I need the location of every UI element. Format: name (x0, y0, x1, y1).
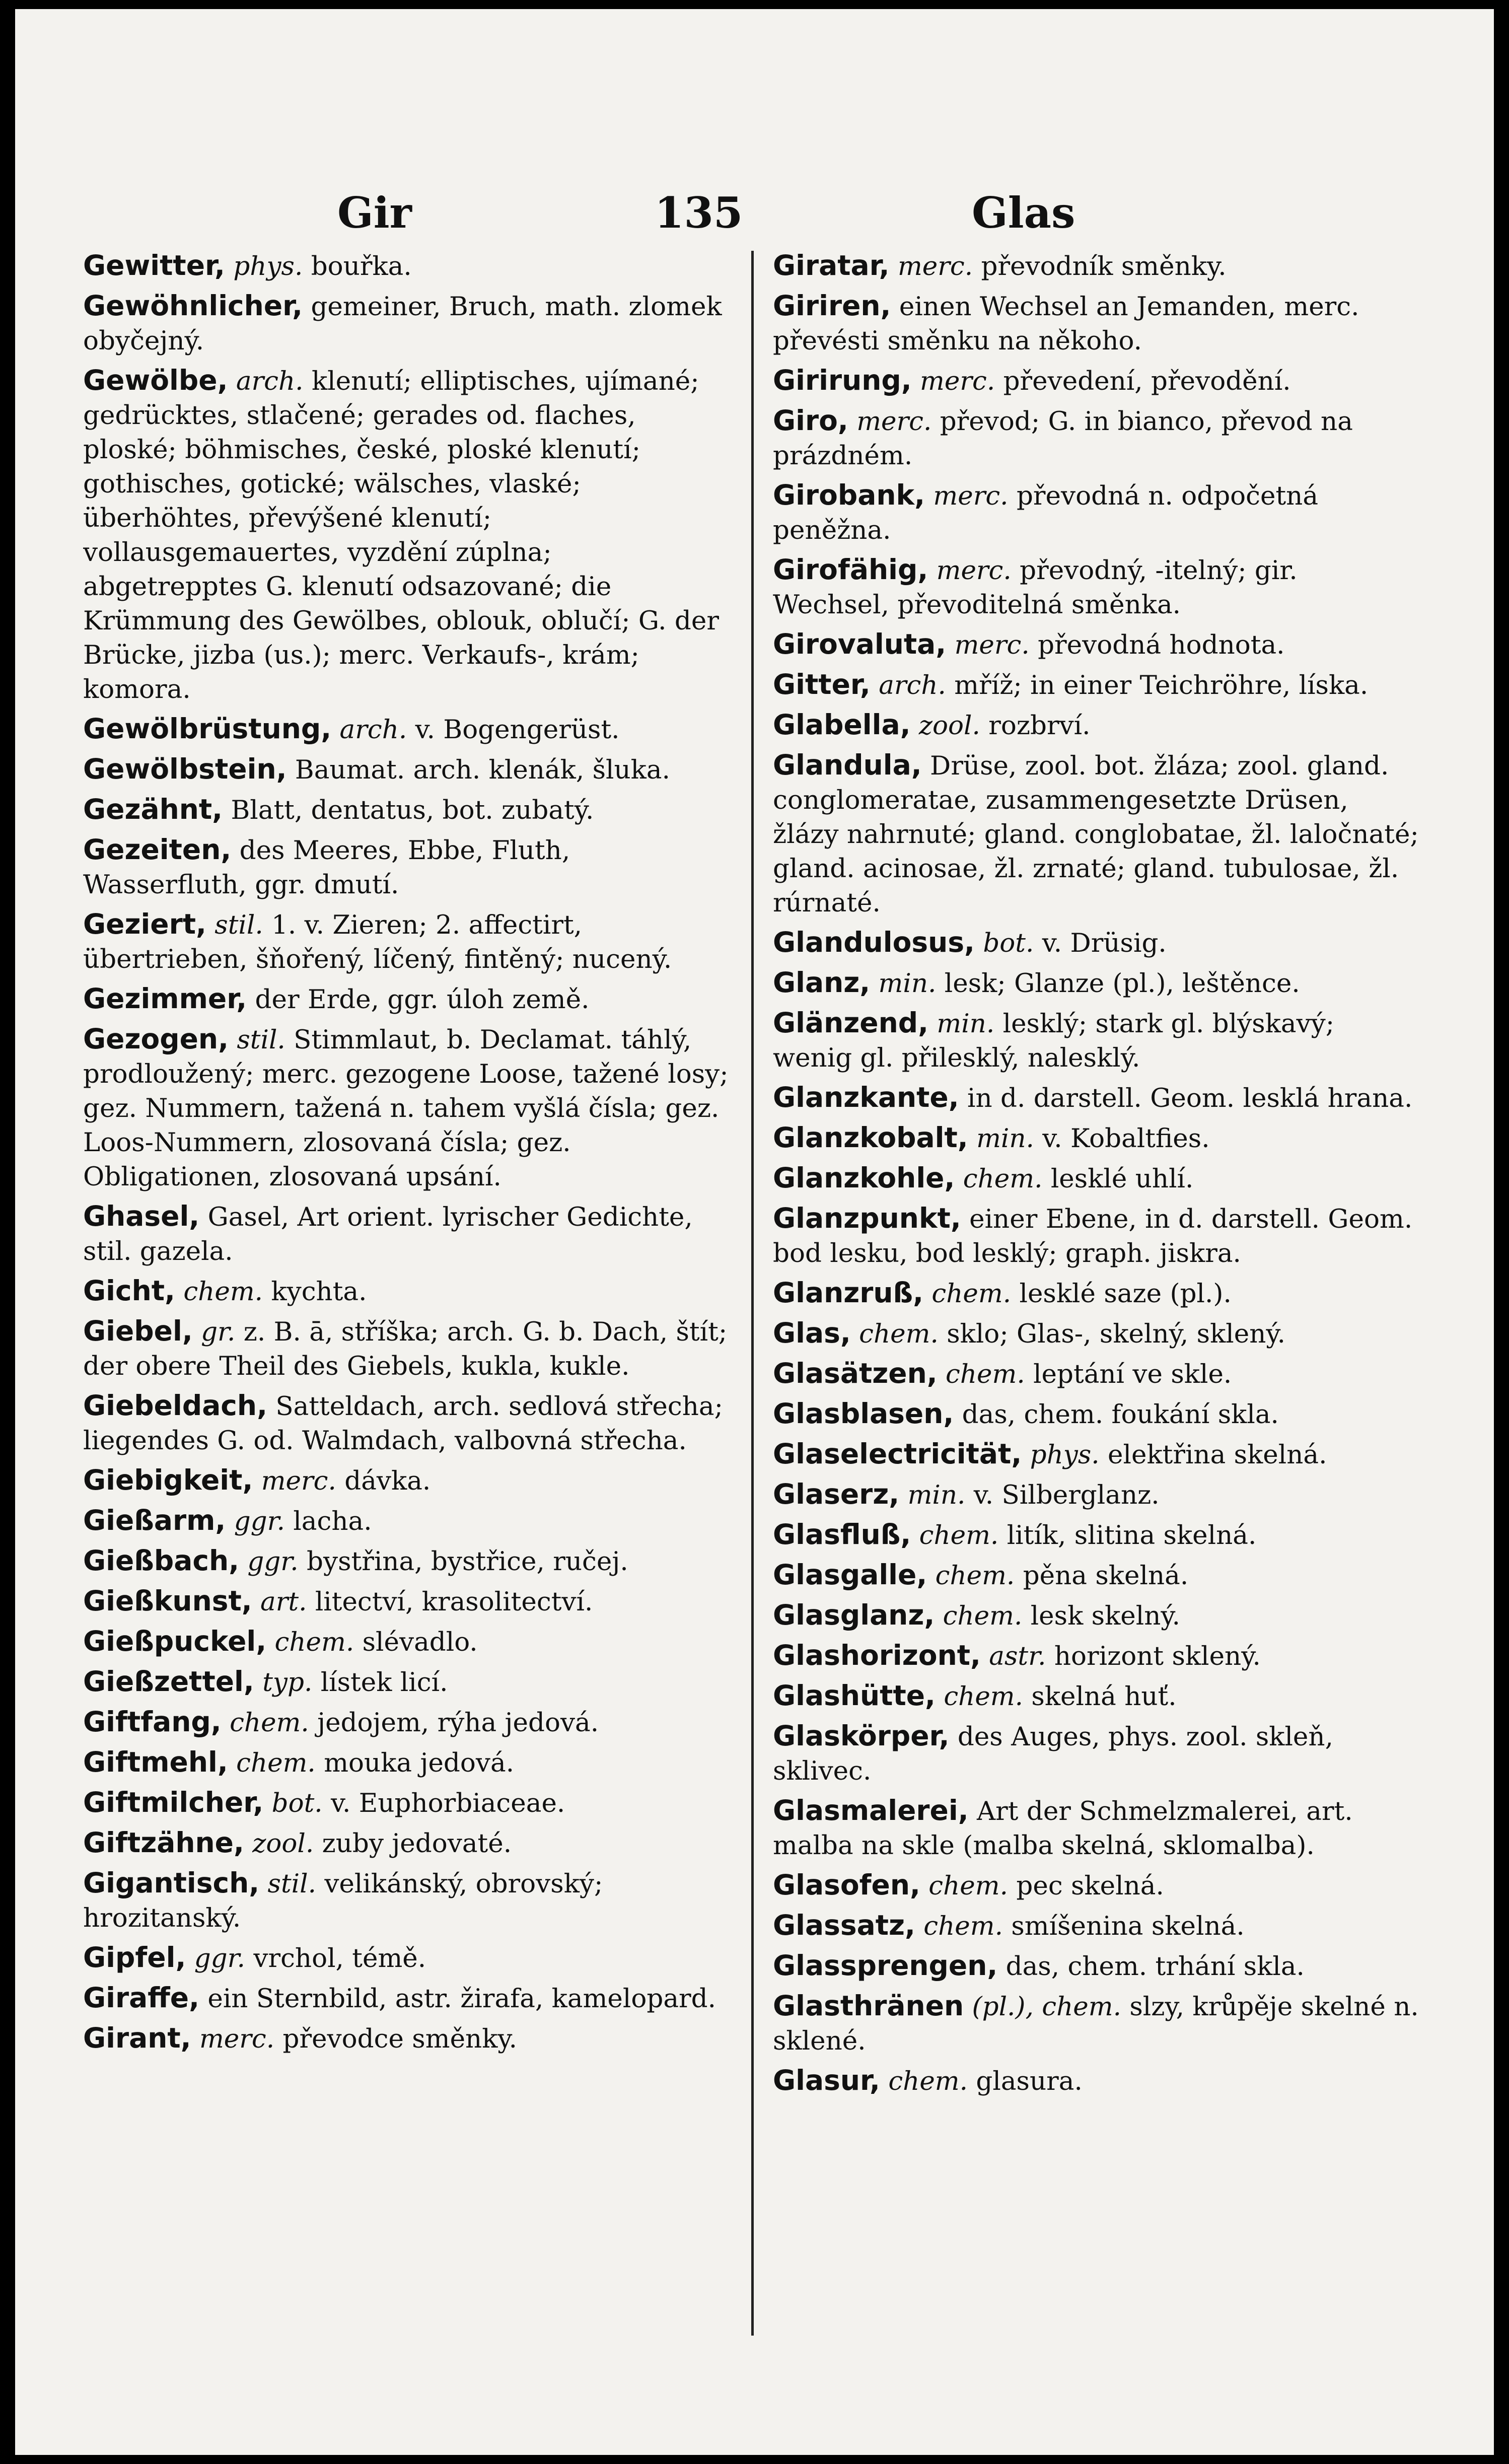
entry-definition: glasura. (976, 2066, 1083, 2096)
entry-headword: Glaselectricität, (773, 1438, 1022, 1470)
entry-headword: Glanz, (773, 966, 871, 999)
dictionary-entry (83, 907, 730, 976)
dictionary-entry (773, 1276, 1420, 1311)
entry-headword: Girovaluta, (773, 628, 947, 660)
entry-label: (pl.), chem. (972, 1992, 1121, 2022)
entry-headword: Glaskörper, (773, 1720, 950, 1752)
entry-label: ggr. (194, 1943, 245, 1974)
entry-headword: Giftfang, (83, 1706, 222, 1738)
entry-label: zool. (252, 1828, 314, 1859)
entry-definition: velikánský, obrovský; hrozitanský. (83, 1869, 603, 1933)
entry-definition: Drüse, zool. bot. žláza; zool. gland. conglomeratae, zusammengesetzte Drüsen, žlázy nahrnuté; gland. conglobatae, žl. laločnaté; gland. acinosae, žl. zrnaté; gland. tubulosae, žl. rúrnaté. (773, 751, 1419, 918)
dictionary-entry (83, 1388, 730, 1458)
entry-label: merc. (954, 630, 1030, 660)
entry-label: merc. (920, 366, 995, 396)
entry-headword: Gezeiten, (83, 833, 232, 866)
entry-headword: Glasfluß, (773, 1518, 911, 1551)
dictionary-entry (773, 1793, 1420, 1863)
entry-definition: einen Wechsel an Jemanden, merc. převésti směnku na někoho. (773, 292, 1359, 356)
dictionary-entry (773, 748, 1420, 920)
entry-headword: Gezimmer, (83, 982, 247, 1015)
dictionary-entry (773, 1989, 1420, 2058)
entry-headword: Girirung, (773, 364, 912, 396)
entry-headword: Gewölbrüstung, (83, 713, 332, 745)
dictionary-entry (773, 1201, 1420, 1271)
entry-headword: Gewitter, (83, 249, 225, 281)
column-divider (751, 251, 754, 2336)
dictionary-entry (773, 289, 1420, 358)
entry-headword: Geziert, (83, 908, 206, 940)
dictionary-entry (773, 1558, 1420, 1593)
entry-headword: Gießarm, (83, 1504, 226, 1536)
entry-label: chem. (230, 1708, 309, 1738)
entry-definition: Baumat. arch. klenák, šluka. (295, 755, 670, 785)
entry-headword: Gicht, (83, 1275, 175, 1307)
entry-headword: Glasmalerei, (773, 1794, 969, 1826)
entry-label: chem. (935, 1561, 1015, 1591)
entry-definition: in d. darstell. Geom. lesklá hrana. (967, 1083, 1413, 1113)
header-left-guideword: Gir (337, 188, 412, 238)
dictionary-entry (83, 752, 730, 787)
entry-definition: převedení, převodění. (1003, 366, 1291, 396)
entry-headword: Glasur, (773, 2064, 880, 2096)
dictionary-entry (773, 1908, 1420, 1943)
entry-headword: Girant, (83, 2022, 191, 2054)
dictionary-entry (773, 1006, 1420, 1075)
entry-label: min. (907, 1480, 966, 1510)
entry-label: arch. (236, 366, 304, 396)
entry-headword: Glasblasen, (773, 1397, 954, 1430)
entry-definition: Art der Schmelzmalerei, art. malba na skle (malba skelná, sklomalba). (773, 1796, 1353, 1861)
entry-headword: Glasgalle, (773, 1559, 927, 1591)
entry-headword: Giftmilcher, (83, 1786, 264, 1818)
entry-definition: převodná n. odpočetná peněžna. (773, 481, 1319, 545)
entry-label: phys. (233, 251, 303, 281)
dictionary-entry (773, 1316, 1420, 1351)
dictionary-entry (773, 1477, 1420, 1512)
dictionary-entry (83, 981, 730, 1017)
entry-definition: slzy, krůpěje skelné n. sklené. (773, 1992, 1419, 2056)
entry-label: stil. (214, 910, 263, 940)
dictionary-entry (773, 1120, 1420, 1156)
entry-definition: skelná huť. (1031, 1681, 1177, 1712)
entry-headword: Gießzettel, (83, 1665, 254, 1698)
entry-definition: v. Bogengerüst. (415, 715, 620, 745)
entry-headword: Gitter, (773, 668, 871, 700)
entry-definition: jedojem, rýha jedová. (317, 1708, 599, 1738)
dictionary-entry (83, 1940, 730, 1976)
entry-headword: Glandulosus, (773, 926, 975, 958)
entry-label: chem. (928, 1871, 1008, 1901)
entry-label: merc. (936, 555, 1012, 586)
entry-label: chem. (931, 1279, 1012, 1309)
dictionary-entry (83, 1274, 730, 1309)
entry-headword: Giftmehl, (83, 1746, 228, 1778)
entry-headword: Glaserz, (773, 1478, 900, 1510)
dictionary-entry (773, 1598, 1420, 1633)
dictionary-entry (83, 1584, 730, 1619)
dictionary-entry (773, 1356, 1420, 1391)
entry-headword: Glasätzen, (773, 1357, 938, 1389)
dictionary-entry (773, 1437, 1420, 1472)
entry-label: ggr. (234, 1506, 285, 1536)
entry-headword: Gezogen, (83, 1023, 229, 1055)
entry-definition: mříž; in einer Teichröhre, líska. (954, 670, 1369, 700)
entry-definition: das, chem. foukání skla. (962, 1399, 1279, 1430)
entry-label: merc. (261, 1466, 336, 1496)
dictionary-entry (773, 478, 1420, 547)
entry-label: chem. (183, 1277, 263, 1307)
entry-label: merc. (933, 481, 1009, 511)
entry-headword: Gewölbe, (83, 364, 228, 396)
entry-label: arch. (879, 670, 946, 700)
entry-label: typ. (262, 1667, 313, 1698)
dictionary-entry (773, 1638, 1420, 1673)
dictionary-entry (773, 403, 1420, 473)
entry-headword: Giebeldach, (83, 1389, 267, 1422)
entry-headword: Glasglanz, (773, 1599, 935, 1631)
entry-definition: zuby jedovaté. (322, 1828, 512, 1859)
entry-definition: litík, slitina skelná. (1007, 1520, 1257, 1551)
dictionary-entry (773, 627, 1420, 662)
entry-definition: převodný, -itelný; gir. Wechsel, převoditelná směnka. (773, 555, 1298, 620)
entry-definition: des Auges, phys. zool. skleň, sklivec. (773, 1722, 1333, 1786)
entry-definition: převod; G. in bianco, převod na prázdném. (773, 406, 1353, 471)
entry-definition: lístek licí. (320, 1667, 448, 1698)
dictionary-entry (773, 1948, 1420, 1984)
page-number: 135 (655, 188, 743, 238)
dictionary-entry (83, 712, 730, 747)
entry-headword: Glasofen, (773, 1869, 920, 1901)
entry-label: merc. (199, 2024, 275, 2054)
entry-headword: Gießbach, (83, 1544, 239, 1577)
entry-definition: des Meeres, Ebbe, Fluth, Wasserfluth, ggr. dmutí. (83, 835, 570, 900)
entry-definition: lesk skelný. (1030, 1601, 1181, 1631)
entry-definition: v. Euphorbiaceae. (331, 1788, 565, 1818)
entry-definition: horizont sklený. (1054, 1641, 1261, 1671)
entry-label: zool. (918, 711, 980, 741)
entry-label: chem. (274, 1627, 354, 1657)
entry-label: stil. (237, 1025, 285, 1055)
entry-definition: dávka. (344, 1466, 431, 1496)
dictionary-entry (83, 1745, 730, 1780)
dictionary-entry (83, 1785, 730, 1820)
entry-label: stil. (267, 1869, 316, 1899)
dictionary-entry (83, 1705, 730, 1740)
entry-headword: Girofähig, (773, 553, 928, 586)
entry-label: astr. (989, 1641, 1046, 1671)
entry-headword: Glassatz, (773, 1909, 915, 1941)
entry-headword: Gießpuckel, (83, 1625, 267, 1657)
dictionary-entry (83, 1866, 730, 1935)
entry-headword: Gipfel, (83, 1941, 186, 1974)
entry-definition: das, chem. trhání skla. (1005, 1951, 1305, 1982)
right-column (773, 248, 1420, 2414)
entry-definition: ein Sternbild, astr. žirafa, kamelopard. (207, 1984, 716, 2014)
entry-headword: Gezähnt, (83, 793, 223, 825)
header-right-guideword: Glas (972, 188, 1075, 238)
entry-label: chem. (859, 1319, 939, 1349)
entry-definition: bouřka. (311, 251, 412, 281)
dictionary-entry (773, 248, 1420, 284)
dictionary-entry (83, 1463, 730, 1498)
dictionary-entry (773, 1161, 1420, 1196)
entry-definition: sklo; Glas-, skelný, sklený. (947, 1319, 1286, 1349)
entry-headword: Giratar, (773, 249, 890, 281)
entry-definition: leptání ve skle. (1033, 1359, 1232, 1389)
entry-definition: převodník směnky. (981, 251, 1227, 281)
entry-headword: Glanzkante, (773, 1081, 959, 1113)
entry-label: phys. (1030, 1440, 1100, 1470)
entry-label: chem. (946, 1359, 1025, 1389)
entry-headword: Glas, (773, 1317, 851, 1349)
entry-definition: pec skelná. (1016, 1871, 1164, 1901)
entry-headword: Glänzend, (773, 1007, 928, 1039)
entry-label: art. (260, 1587, 307, 1617)
entry-definition: slévadlo. (362, 1627, 478, 1657)
dictionary-entry (83, 1314, 730, 1383)
dictionary-entry (83, 832, 730, 902)
entry-label: merc. (897, 251, 973, 281)
dictionary-entry (83, 1624, 730, 1659)
book-page (15, 9, 1494, 2455)
dictionary-entry (773, 965, 1420, 1001)
dictionary-entry (773, 363, 1420, 398)
dictionary-entry (773, 1396, 1420, 1432)
dictionary-entry (83, 248, 730, 284)
dictionary-entry (773, 1868, 1420, 1903)
entry-definition: v. Silberglanz. (973, 1480, 1160, 1510)
entry-headword: Giebel, (83, 1315, 193, 1347)
left-column (83, 248, 730, 2414)
entry-headword: Giftzähne, (83, 1826, 244, 1859)
dictionary-entry (773, 708, 1420, 743)
entry-headword: Giro, (773, 404, 848, 437)
entry-definition: z. B. ā, stříška; arch. G. b. Dach, štít; der obere Theil des Giebels, kukla, kukle. (83, 1317, 728, 1381)
entry-label: chem. (923, 1911, 1003, 1941)
entry-headword: Gewölbstein, (83, 753, 287, 785)
dictionary-entry (83, 1543, 730, 1579)
entry-headword: Glashorizont, (773, 1639, 981, 1671)
entry-definition: gemeiner, Bruch, math. zlomek obyčejný. (83, 292, 722, 356)
entry-label: chem. (963, 1164, 1043, 1194)
entry-headword: Gewöhnlicher, (83, 290, 303, 322)
entry-label: chem. (888, 2066, 968, 2096)
entry-label: chem. (944, 1681, 1024, 1712)
entry-label: min. (878, 968, 937, 999)
entry-headword: Glanzkobalt, (773, 1121, 968, 1154)
entry-definition: lacha. (293, 1506, 372, 1536)
dictionary-entry (773, 925, 1420, 960)
page-header (15, 188, 1494, 243)
dictionary-entry (773, 1719, 1420, 1788)
entry-definition: převodná hodnota. (1038, 630, 1285, 660)
entry-definition: lesklý; stark gl. blýskavý; wenig gl. přilesklý, nalesklý. (773, 1009, 1335, 1073)
entry-headword: Glabella, (773, 709, 911, 741)
entry-label: merc. (856, 406, 932, 437)
entry-headword: Gigantisch, (83, 1867, 260, 1899)
dictionary-entry (773, 2063, 1420, 2098)
entry-headword: Glanzkohle, (773, 1162, 955, 1194)
entry-label: min. (937, 1009, 995, 1039)
dictionary-entry (83, 1664, 730, 1700)
dictionary-entry (83, 1825, 730, 1861)
entry-definition: mouka jedová. (324, 1748, 515, 1778)
entry-headword: Girobank, (773, 479, 925, 511)
entry-label: arch. (339, 715, 407, 745)
entry-definition: lesk; Glanze (pl.), leštěnce. (944, 968, 1300, 999)
entry-definition: kychta. (271, 1277, 367, 1307)
entry-definition: vrchol, témě. (253, 1943, 426, 1974)
entry-definition: pěna skelná. (1023, 1561, 1189, 1591)
entry-definition: klenutí; elliptisches, ujímané; gedrücktes, stlačené; gerades od. flaches, ploské; böhmisches, české, ploské klenutí; gothisches, gotické; wälsches, vlaské; überhöhtes, převýšené klenutí; vollausgemauertes, vyzdění zúplna; abgetrepptes G. klenutí odsazované; die Krümmung des Gewölbes, oblouk, oblučí; G. der Brücke, jizba (us.); merc. Verkaufs-, krám; komora. (83, 366, 719, 705)
entry-label: min. (976, 1123, 1034, 1154)
entry-definition: der Erde, ggr. úloh země. (255, 984, 590, 1015)
entry-headword: Giebigkeit, (83, 1464, 253, 1496)
entry-headword: Glassprengen, (773, 1949, 998, 1982)
dictionary-entry (83, 792, 730, 827)
entry-definition: v. Kobaltfies. (1042, 1123, 1210, 1154)
entry-definition: bystřina, bystřice, ručej. (307, 1546, 628, 1577)
dictionary-entry (773, 552, 1420, 622)
entry-definition: Gasel, Art orient. lyrischer Gedichte, stil. gazela. (83, 1202, 693, 1266)
dictionary-entry (773, 1080, 1420, 1115)
entry-definition: Stimmlaut, b. Declamat. táhlý, prodloužený; merc. gezogene Loose, tažené losy; gez. Nummern, tažená n. tahem vyšlá čísla; gez. Loos-Nummern, zlosovaná čísla; gez. Obligationen, zlosovaná upsání. (83, 1025, 729, 1192)
entry-label: bot. (983, 928, 1034, 958)
dictionary-entry (83, 363, 730, 707)
entry-headword: Glanzpunkt, (773, 1202, 961, 1234)
entry-definition: litectví, krasolitectví. (315, 1587, 593, 1617)
dictionary-entry (83, 1199, 730, 1269)
dictionary-entry (773, 667, 1420, 702)
entry-definition: v. Drüsig. (1042, 928, 1167, 958)
entry-label: gr. (201, 1317, 236, 1347)
dictionary-entry (83, 2021, 730, 2056)
entry-headword: Glashütte, (773, 1679, 936, 1712)
entry-label: chem. (943, 1601, 1023, 1631)
entry-label: bot. (271, 1788, 323, 1818)
dictionary-entry (83, 289, 730, 358)
entry-headword: Giriren, (773, 290, 891, 322)
entry-definition: Satteldach, arch. sedlová střecha; liegendes G. od. Walmdach, valbovná střecha. (83, 1391, 723, 1456)
entry-definition: elektřina skelná. (1108, 1440, 1327, 1470)
entry-definition: smíšenina skelná. (1011, 1911, 1245, 1941)
entry-label: chem. (919, 1520, 999, 1551)
entry-definition: einer Ebene, in d. darstell. Geom. bod lesku, bod lesklý; graph. jiskra. (773, 1204, 1413, 1269)
entry-definition: 1. v. Zieren; 2. affectirt, übertrieben, šňořený, líčený, fintěný; nucený. (83, 910, 672, 974)
dictionary-entry (83, 1981, 730, 2016)
entry-label: chem. (236, 1748, 316, 1778)
entry-headword: Glasthränen (773, 1990, 964, 2022)
entry-definition: Blatt, dentatus, bot. zubatý. (231, 795, 594, 825)
entry-label: ggr. (247, 1546, 299, 1577)
dictionary-entry (83, 1503, 730, 1538)
entry-definition: převodce směnky. (282, 2024, 518, 2054)
dictionary-entry (773, 1517, 1420, 1553)
entry-headword: Glandula, (773, 749, 922, 781)
entry-definition: lesklé uhlí. (1050, 1164, 1194, 1194)
entry-definition: rozbrví. (988, 711, 1091, 741)
entry-definition: lesklé saze (pl.). (1019, 1279, 1232, 1309)
dictionary-entry (773, 1678, 1420, 1714)
entry-headword: Gießkunst, (83, 1585, 252, 1617)
entry-headword: Glanzruß, (773, 1277, 924, 1309)
dictionary-entry (83, 1022, 730, 1194)
entry-headword: Giraffe, (83, 1982, 199, 2014)
entry-headword: Ghasel, (83, 1200, 200, 1232)
